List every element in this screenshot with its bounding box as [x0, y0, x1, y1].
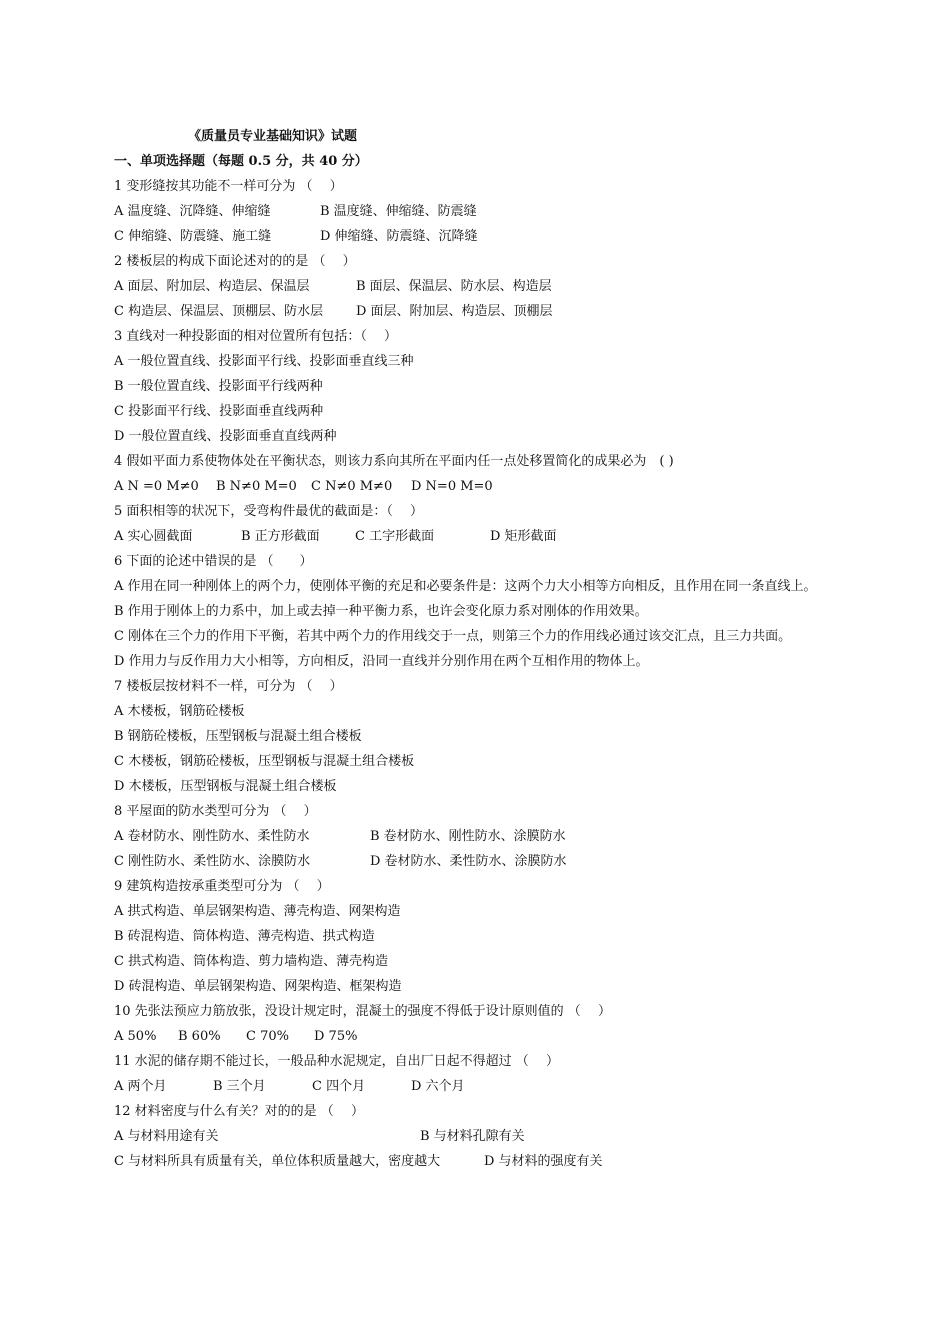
option-a: A 面层、附加层、构造层、保温层	[114, 279, 310, 294]
question-7-stem: 7 楼板层按材料不一样，可分为 （ ）	[114, 679, 343, 694]
option-d: D 六个月	[411, 1079, 465, 1094]
question-8-options-cd	[114, 849, 844, 874]
option-d: D N=0 M=0	[411, 479, 493, 494]
option-a: A 实心圆截面	[114, 529, 193, 544]
option-c: C 刚性防水、柔性防水、涂膜防水	[114, 854, 311, 869]
question-11-stem: 11 水泥的储存期不能过长，一般品种水泥规定，自出厂日起不得超过 （ ）	[114, 1054, 559, 1069]
option-a: A 50%	[114, 1029, 157, 1044]
option-b: B 与材料孔隙有关	[420, 1129, 525, 1144]
option-d: D 卷材防水、柔性防水、涂膜防水	[370, 854, 567, 869]
option-d: D 面层、附加层、构造层、顶棚层	[356, 304, 553, 319]
option-d: D 砖混构造、单层钢架构造、网架构造、框架构造	[114, 979, 402, 994]
option-b: B 钢筋砼楼板，压型钢板与混凝土组合楼板	[114, 729, 362, 744]
option-d: D 作用力与反作用力大小相等，方向相反，沿同一直线并分别作用在两个互相作用的物体上。	[114, 654, 649, 669]
option-a: A 两个月	[114, 1079, 167, 1094]
option-c: C 伸缩缝、防震缝、施工缝	[114, 229, 272, 244]
question-4-stem: 4 假如平面力系使物体处在平衡状态，则该力系向其所在平面内任一点处移置简化的成果必为 ( )	[114, 454, 674, 469]
option-b: B 60%	[178, 1029, 221, 1044]
option-b: B 卷材防水、刚性防水、涂膜防水	[370, 829, 566, 844]
question-2-options-cd	[114, 299, 844, 324]
question-1-stem: 1 变形缝按其功能不一样可分为 （ ）	[114, 179, 343, 194]
option-a: A 木楼板，钢筋砼楼板	[114, 704, 245, 719]
document-page	[114, 124, 844, 1174]
option-a: A 一般位置直线、投影面平行线、投影面垂直线三种	[114, 354, 414, 369]
option-b: B 正方形截面	[241, 529, 320, 544]
option-c: C 70%	[246, 1029, 289, 1044]
option-b: B 温度缝、伸缩缝、防震缝	[320, 204, 477, 219]
option-c: C 工字形截面	[355, 529, 435, 544]
question-4-options	[114, 474, 844, 499]
question-2-options-ab	[114, 274, 844, 299]
question-5-options	[114, 524, 844, 549]
option-a: A 与材料用途有关	[114, 1129, 219, 1144]
question-10-options	[114, 1024, 844, 1049]
option-d: D 矩形截面	[490, 529, 557, 544]
option-b: B 面层、保温层、防水层、构造层	[356, 279, 552, 294]
option-c: C 投影面平行线、投影面垂直线两种	[114, 404, 324, 419]
question-8-stem: 8 平屋面的防水类型可分为 （ ）	[114, 804, 317, 819]
question-6-stem: 6 下面的论述中错误的是 （ ）	[114, 554, 313, 569]
option-c: C 与材料所具有质量有关，单位体积质量越大，密度越大	[114, 1154, 441, 1169]
question-3-stem: 3 直线对一种投影面的相对位置所有包括：（ ）	[114, 329, 398, 344]
option-d: D 与材料的强度有关	[484, 1154, 603, 1169]
question-2-stem: 2 楼板层的构成下面论述对的的是 （ ）	[114, 254, 356, 269]
question-11-options	[114, 1074, 844, 1099]
question-12-options-cd	[114, 1149, 844, 1174]
document-title: 《质量员专业基础知识》试题	[188, 129, 358, 144]
question-10-stem: 10 先张法预应力筋放张，没设计规定时，混凝土的强度不得低于设计原则值的 （ ）	[114, 1004, 611, 1019]
option-a: A N =0 M≠0	[114, 479, 199, 494]
option-c: C 拱式构造、筒体构造、剪力墙构造、薄壳构造	[114, 954, 389, 969]
option-c: C 刚体在三个力的作用下平衡，若其中两个力的作用线交于一点，则第三个力的作用线必通过该交汇点，且三力共面。	[114, 629, 792, 644]
option-a: A 温度缝、沉降缝、伸缩缝	[114, 204, 271, 219]
option-b: B N≠0 M=0	[216, 479, 297, 494]
option-c: C 构造层、保温层、顶棚层、防水层	[114, 304, 324, 319]
question-1-options-ab	[114, 199, 844, 224]
option-a: A 拱式构造、单层钢架构造、薄壳构造、网架构造	[114, 904, 401, 919]
option-b: B 砖混构造、筒体构造、薄壳构造、拱式构造	[114, 929, 375, 944]
section-heading: 一、单项选择题（每题 0.5 分，共 40 分）	[114, 154, 368, 169]
option-b: B 一般位置直线、投影面平行线两种	[114, 379, 323, 394]
question-5-stem: 5 面积相等的状况下，受弯构件最优的截面是：（ ）	[114, 504, 424, 519]
question-9-stem: 9 建筑构造按承重类型可分为 （ ）	[114, 879, 330, 894]
option-d: D 75%	[314, 1029, 358, 1044]
option-c: C N≠0 M≠0	[311, 479, 393, 494]
option-c: C 木楼板，钢筋砼楼板，压型钢板与混凝土组合楼板	[114, 754, 415, 769]
option-c: C 四个月	[312, 1079, 366, 1094]
question-1-options-cd	[114, 224, 844, 249]
option-a: A 作用在同一种刚体上的两个力，使刚体平衡的充足和必要条件是：这两个力大小相等方向相反，且作用在同一条直线上。	[114, 579, 817, 594]
question-12-stem: 12 材料密度与什么有关？对的的是 （ ）	[114, 1104, 364, 1119]
option-d: D 木楼板，压型钢板与混凝土组合楼板	[114, 779, 337, 794]
option-b: B 作用于刚体上的力系中，加上或去掉一种平衡力系，也许会变化原力系对刚体的作用效果。	[114, 604, 648, 619]
question-8-options-ab	[114, 824, 844, 849]
option-d: D 伸缩缝、防震缝、沉降缝	[320, 229, 478, 244]
question-12-options-ab	[114, 1124, 844, 1149]
option-a: A 卷材防水、刚性防水、柔性防水	[114, 829, 310, 844]
option-d: D 一般位置直线、投影面垂直直线两种	[114, 429, 337, 444]
option-b: B 三个月	[213, 1079, 266, 1094]
